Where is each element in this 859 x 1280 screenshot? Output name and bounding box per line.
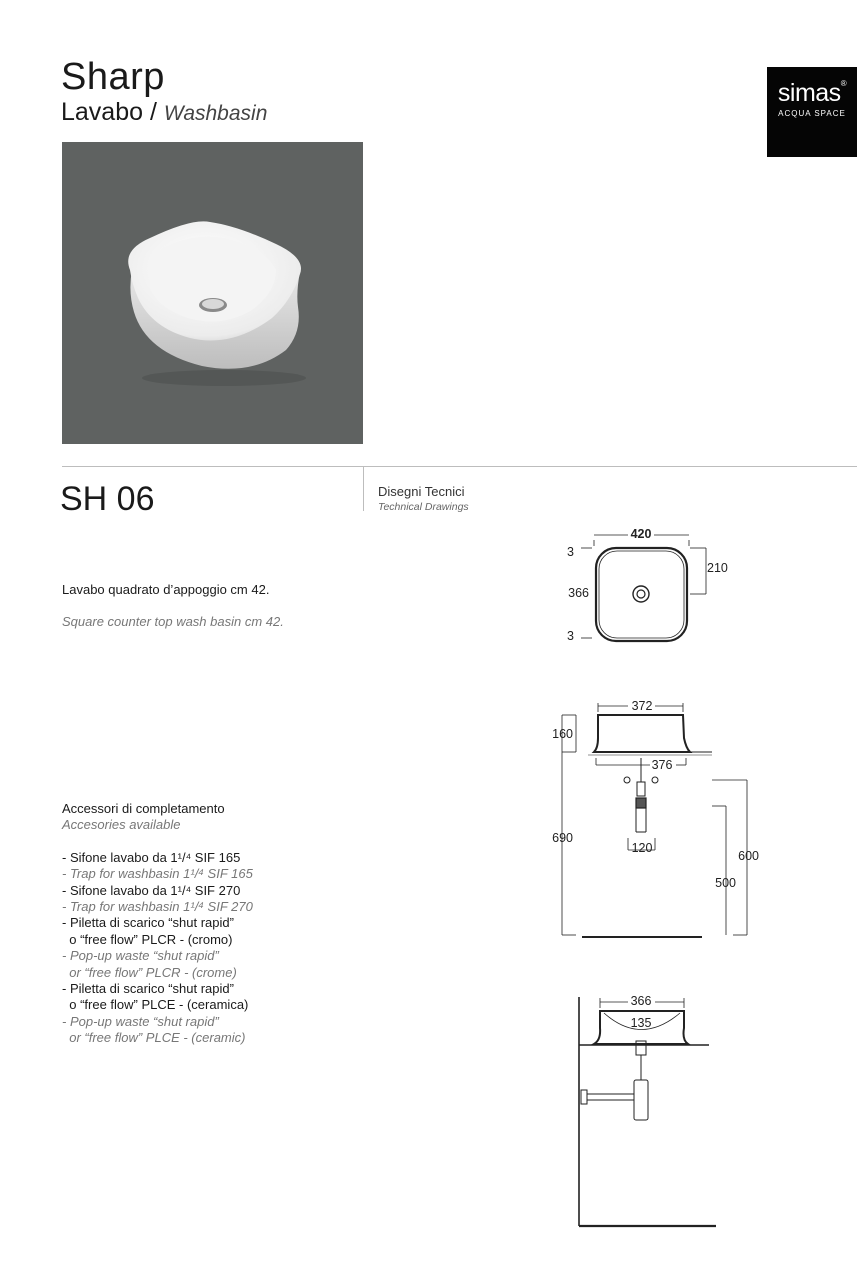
subtitle-italian: Lavabo [61,98,144,126]
section-divider [62,466,857,467]
dim-mount-height: 600 [738,849,759,863]
dim-side-width: 366 [630,994,652,1008]
description-italian: Lavabo quadrato d’appoggio cm 42. [62,582,270,597]
dim-total-height: 690 [552,831,573,845]
accessory-item: - Pop-up waste “shut rapid” [62,948,219,964]
dim-waste: 120 [631,841,653,855]
accessory-item: - Sifone lavabo da 1¹/⁴ SIF 270 [62,882,241,898]
logo-tagline: ACQUA SPACE [778,109,846,118]
accessory-item: - Piletta di scarico “shut rapid” [62,915,234,931]
accessory-item: - Piletta di scarico “shut rapid” [62,981,234,997]
vertical-divider [363,467,364,511]
dim-side-inner: 135 [630,1016,652,1030]
top-view-drawing [581,535,706,641]
dim-top-edge: 3 [567,545,574,559]
product-subtitle [61,100,267,125]
product-title: Sharp [61,56,165,98]
description-english: Square counter top wash basin cm 42. [62,614,284,629]
dim-top-width: 420 [630,527,652,541]
dim-top-edge-bottom: 3 [567,629,574,643]
side-view-drawing [579,997,716,1226]
accessories-title-en: Accesories available [62,817,181,833]
dim-front-height: 160 [552,727,573,741]
subtitle-english: Washbasin [163,102,268,125]
dim-top-depth: 366 [568,586,589,600]
accessory-item: - Pop-up waste “shut rapid” [62,1013,219,1029]
dim-center: 210 [707,561,728,575]
accessories-title: Accessori di completamento [62,801,225,816]
dim-front-width: 372 [631,699,653,713]
dim-floor: 500 [715,876,736,890]
technical-drawings [540,520,859,1240]
dim-front-base: 376 [651,758,673,772]
subtitle-separator: / [143,98,164,126]
simas-logo [767,67,857,157]
accessory-item: o “free flow” PLCE - (ceramica) [62,997,249,1013]
technical-drawings-label-en: Technical Drawings [378,501,469,513]
product-photo [62,142,363,444]
accessory-item: o “free flow” PLCR - (cromo) [62,931,233,947]
accessory-item: - Trap for washbasin 1¹/⁴ SIF 270 [62,899,253,915]
front-view-drawing [562,703,747,937]
accessory-item: or “free flow” PLCR - (crome) [62,964,237,980]
accessory-item: - Sifone lavabo da 1¹/⁴ SIF 165 [62,849,241,865]
logo-brand: simas® [777,79,847,107]
washbasin-image [62,142,363,444]
accessory-item: - Trap for washbasin 1¹/⁴ SIF 165 [62,866,253,882]
product-code: SH 06 [60,480,155,518]
accessory-item: or “free flow” PLCE - (ceramic) [62,1030,246,1046]
accessories-section [62,801,253,1047]
technical-drawings-label: Disegni Tecnici [378,484,465,499]
